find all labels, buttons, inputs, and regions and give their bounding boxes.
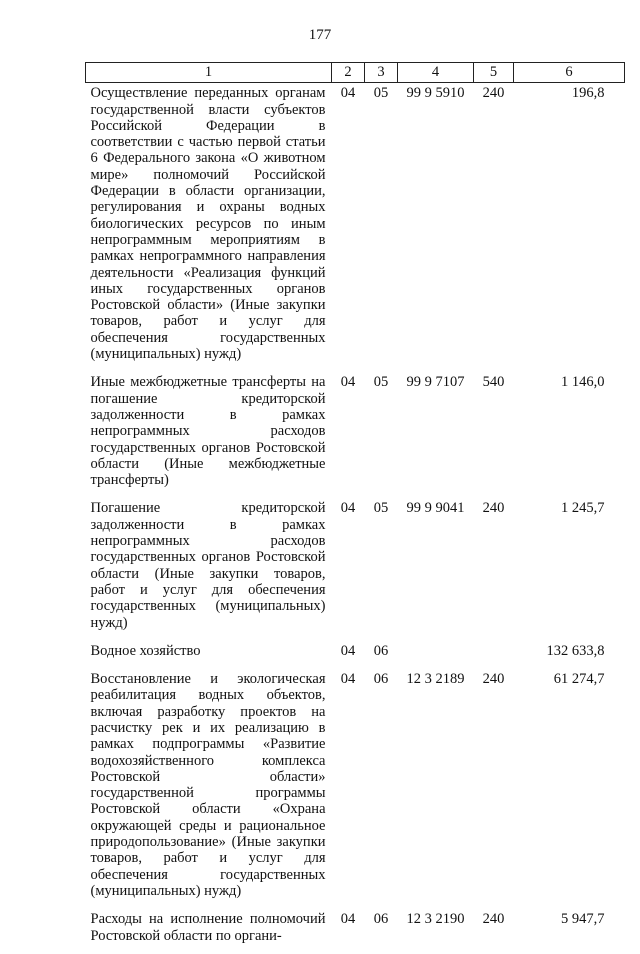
row-description: Восстановление и экологическая реабилитация водных объектов, включая разработку проектов на расчистку рек и их реализацию в рамках подпрограммы «Развитие водохозяйственного комплекса Ростовской области» государственной программы Ростовской области «Охрана окружающей среды и рациональное природопользование» (Иные закупки товаров, работ и услуг для обеспечения государственных (муниципальных) нужд) [90, 671, 326, 899]
row-description: Водное хозяйство [90, 642, 201, 659]
row-expense-type [474, 641, 514, 669]
row-subsection-code: 06 [373, 911, 389, 928]
table-row [86, 372, 625, 498]
row-amount: 1 146,0 [561, 374, 605, 391]
row-expense-type: 240 [482, 671, 505, 688]
column-header: 6 [514, 63, 625, 83]
row-target-article: 12 3 2189 [406, 671, 465, 688]
row-amount: 5 947,7 [561, 911, 605, 928]
row-section-code: 04 [340, 85, 356, 102]
row-section-code: 04 [340, 911, 356, 928]
row-expense-type: 240 [482, 500, 505, 517]
row-amount: 1 245,7 [561, 500, 605, 517]
row-section-code: 04 [340, 642, 356, 659]
row-expense-type: 240 [482, 911, 505, 928]
row-section-code: 04 [340, 500, 356, 517]
row-description: Осуществление переданных органам государственной власти субъектов Российской Федерации в соответствии с частью первой статьи 6 Федерального закона «О животном мире» полномочий Российской Федерации в области организации, регулирования и охраны водных биологических ресурсов по иным непрограммным мероприятиям в рамках непрограммного направления деятельности «Реализация функций иных государственных органов Ростовской области» (Иные закупки товаров, работ и услуг для обеспечения государственных (муниципальных) нужд) [90, 85, 326, 363]
row-target-article: 99 9 5910 [406, 85, 465, 102]
table-row [86, 641, 625, 669]
row-amount: 61 274,7 [553, 671, 605, 688]
table-row [86, 83, 625, 373]
row-subsection-code: 05 [373, 500, 389, 517]
column-header: 4 [398, 63, 474, 83]
row-amount: 196,8 [571, 85, 605, 102]
row-section-code: 04 [340, 671, 356, 688]
row-description: Расходы на исполнение полномочий Ростовской области по органи- [90, 911, 326, 944]
row-subsection-code: 05 [373, 85, 389, 102]
row-target-article: 12 3 2190 [406, 911, 465, 928]
row-subsection-code: 05 [373, 374, 389, 391]
budget-table [85, 62, 625, 954]
row-description: Иные межбюджетные трансферты на погашение кредиторской задолженности в рамках непрограммных расходов государственных органов Ростовской области (Иные межбюджетные трансферты) [90, 374, 326, 489]
row-amount: 132 633,8 [546, 642, 605, 659]
row-section-code: 04 [340, 374, 356, 391]
column-header: 2 [332, 63, 365, 83]
table-row [86, 669, 625, 909]
table-row [86, 909, 625, 954]
row-target-article [398, 641, 474, 669]
row-expense-type: 240 [482, 85, 505, 102]
row-expense-type: 540 [482, 374, 505, 391]
column-header: 3 [365, 63, 398, 83]
row-description: Погашение кредиторской задолженности в рамках непрограммных расходов государственных органов Ростовской области (Иные закупки товаров, работ и услуг для обеспечения государственных (муниципальных) нужд) [90, 500, 326, 631]
row-target-article: 99 9 7107 [406, 374, 465, 391]
row-target-article: 99 9 9041 [406, 500, 465, 517]
table-header-row [86, 63, 625, 83]
row-subsection-code: 06 [373, 671, 389, 688]
column-header: 5 [474, 63, 514, 83]
table-row [86, 498, 625, 640]
page-number: 177 [308, 27, 332, 43]
row-subsection-code: 06 [373, 642, 389, 659]
column-header: 1 [86, 63, 332, 83]
